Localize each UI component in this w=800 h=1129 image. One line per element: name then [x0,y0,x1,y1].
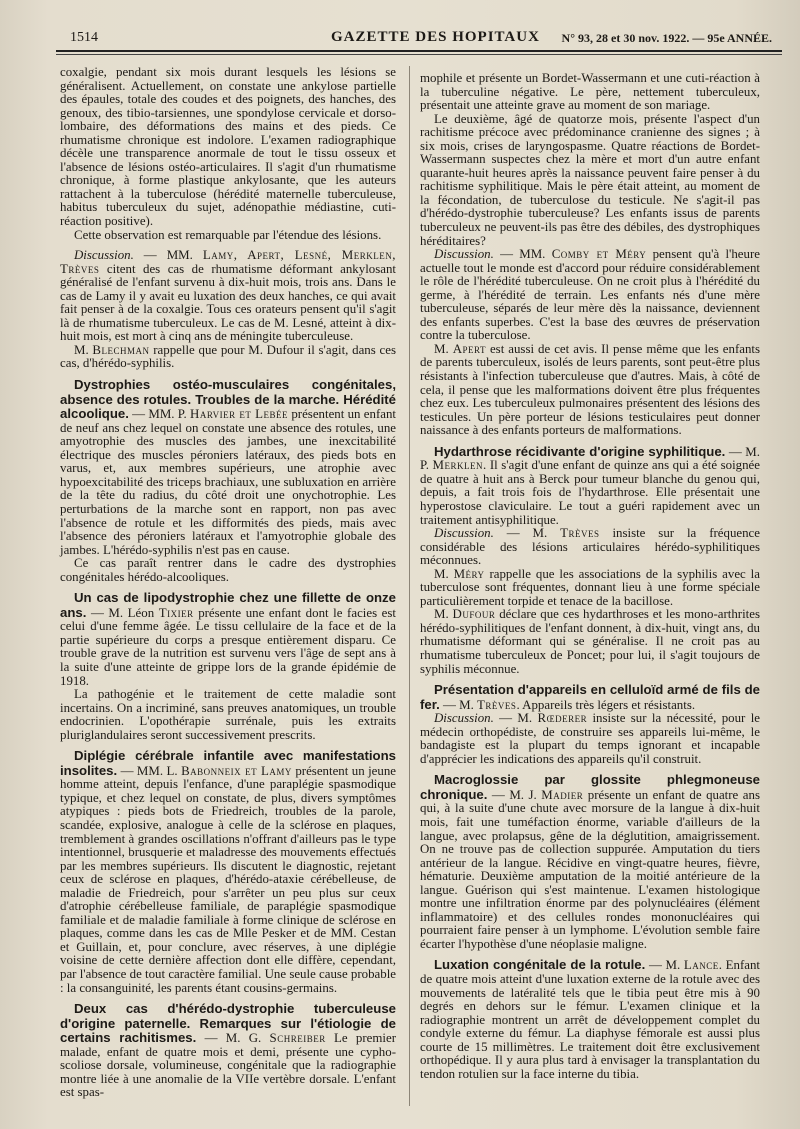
text-span: — M. [493,526,561,541]
article [60,378,396,557]
discussion-label: Discussion. [434,711,494,726]
text-span: — MM. [493,247,552,262]
author-name: Dufour [452,607,496,622]
text-span: — M. P. [420,444,760,473]
text-span: présentent un jeune homme atteint, depuis l'enfance, d'une paraplégie spasmodique typique, et chez lequel on constate, de plus, divers symptômes atypiques : pieds bots de Friedreich, troubles de la parole, scandée, explosive, analogue à celle de la sclérose en plaques, tremblement à grandes oscillations n'offrant d'ailleurs pas le type intentionnel, brusquerie et maladresse des mouvements effectués par les membres supérieurs. Ils discutent le diagnostic, rejetant ceux de sclérose en plaques, d'hérédo-ataxie cérébelleuse, de maladie de Friedreich, pour s'arrêter un peu plus sur ceux d'atrophie cérébelleuse familiale, de paraplégie spasmodique familiale et de maladie familiale à forme clinique de sclérose en plaques, comme dans les cas de Mlle Pesker et de MM. Cestan et Guillain, et, pour conclure, avec réserves, à une diplégie voisine de cette dernière affection dont elle diffère, cependant, par l'absence de tout caractère familial. Une seule cause probable : la consanguinité, les parents étant cousins-germains. [60,763,396,995]
discussion-paragraph [420,248,760,343]
text-span: . Appareils très légers et résistants. [516,697,696,712]
text-span: M. [74,342,93,357]
author-name: Rœderer [537,711,588,726]
article-title: Présentation d'appareils en celluloïd armé de fils de fer. [420,682,760,712]
text-span: est aussi de cet avis. Il pense même que les enfants de parents tuberculeux, isolés de leurs parents, sont peut-être plus résistants à l'infection tuberculeuse que d'autres. Mais, à côté de cela, il pense que les malformations doivent être plus fréquentes chez eux. Les tuberculeux pulmonaires présentent des lésions des testicules. Un père porteur de lésions testiculaires peut donner naissance à des enfants porteurs de malformations. [420,341,760,438]
paragraph [420,568,760,609]
discussion-paragraph [420,712,760,766]
paragraph [60,344,396,371]
discussion-paragraph [60,249,396,344]
author-name: Madier [541,787,584,802]
text-span: présente un enfant de quatre ans qui, à la suite d'une chute avec morsure de la langue à dix-huit mois, fait une tuméfaction énorme, variable d'ailleurs de la langue, avec prolapsus, gêne de la déglutition, amaigrissement. On ne trouve pas de collection suppurée. Amputation du tiers antérieur de la langue. Récidive en vingt-quatre heures, fièvre, hématurie. Deuxième amputation de la moitié antérieure de la langue. Guérison qui s'est maintenue. L'examen histologique montre une infiltration énorme par des polynucléaires (élément inflammatoire) et des cellules rondes mononucléaires qui pourraient faire penser à un lymphome. L'évolution semble faire écarter l'hypothèse d'une néoplasie maligne. [420,787,760,951]
author-name: Lance [683,958,719,973]
author-name: Tixier [158,605,194,620]
journal-title: GAZETTE DES HOPITAUX [331,29,540,45]
text-span: insiste sur la fréquence considérable des lésions articulaires hérédo-syphilitiques méconnues. [420,526,760,568]
discussion-paragraph [420,527,760,568]
article [420,958,760,1081]
header-rule-thin [56,54,782,55]
text-span: présentent un enfant de neuf ans chez lequel on constate une absence des rotules, une amyotrophie des muscles des jambes, une inexcitabilité électrique des muscles péroniers latéraux, des pieds bots en varus, et, aux membres supérieurs, une atrophie avec hypoexcitabilité des triceps brachiaux, une subluxation en arrière de la tête du radius, du côté droit une onychotrophie. Les perturbations de la marche sont en rapport, non pas avec l'absence de rotule et les difformités des pieds, mais avec l'absence des péroniers latéraux et l'amyotrophie globale des jambes. L'hérédo-syphilis n'est pas en cause. [60,407,396,557]
paragraph: mophile et présente un Bordet-Wassermann et une cuti-réaction à la tuberculine négative. Le père, nettement tuberculeux, présentait une atteinte grave au moment de son mariage. [420,71,760,113]
article-title: Deux cas d'hérédo-dystrophie tuberculeuse d'origine paternelle. Remarques sur l'étiologie de certains rachitismes. [60,1001,396,1046]
author-name: Méry [453,566,485,581]
text-span: M. [434,566,454,581]
author-names: Babonneix et Lamy [181,763,292,778]
header-rule [56,50,782,52]
text-span: — M. G. [196,1031,270,1046]
author-name: Blechman [92,342,150,357]
author-name: Trèves [477,697,517,712]
paragraph: Ce cas paraît rentrer dans le cadre des dystrophies congénitales hérédo-alcooliques. [60,556,396,584]
text-span: citent des cas de rhumatisme déformant ankylosant généralisé de l'enfant survenu à dix-huit mois, trois ans. Dans le cas de Lamy il y avait eu luxation des deux hanches, ce qui avait fait penser à de la coxalgie. Tous ces orateurs pensent qu'il s'agit là de rhumatisme tuberculeux. Le cas de M. Lesné, atteint à dix-huit mois, est mort à cinq ans de méningite tuberculeuse. [60,261,396,344]
text-span: M. [434,341,453,356]
text-span: . Enfant de quatre mois atteint d'une luxation externe de la rotule avec des mouvements de latéralité tels que le tibia peut être mis à 90 degrés en dehors sur le fémur. L'examen clinique et la radiographie montrent un arrêt de développement complet du condyle externe du fémur. La diaphyse fémorale est aussi plus courte de 15 millimètres. Le traitement doit être exclusivement orthopédique. Il y aura plus tard à envisager la transplantation du tendon rotulien sur la face interne du tibia. [420,958,760,1081]
text-span: insiste sur la nécessité, pour le médecin orthopédiste, de construire ses appareils lui-même, le bandagiste est la plupart du temps ignorant et incapable d'apprécier les indications des appareils qu'il construit. [420,711,760,766]
text-span: — M. [645,958,684,973]
text-span: rappelle que les associations de la syphilis avec la tuberculose sont fréquentes, donnant lieu à une forme spéciale particulièrement torpide et tenace de la bacillose. [420,566,760,608]
author-names: Harvier et Lebée [190,407,289,422]
paragraph: Le deuxième, âgé de quatorze mois, présente l'aspect d'un rachitisme précoce avec prédominance cranienne des signes ; à six mois, crises de laryngospasme. Quatre réactions de Bordet-Wassermann suspectes chez la mère et mort d'un autre enfant quarante-huit heures après la naissance peuvent faire penser à du rachitisme syphilitique. Mais le père était atteint, au moment de la fécondation, de tuberculose du testicule. Ne s'agit-il pas d'hérédo-dystrophie tuberculeuse? Les enfants issus de parents tuberculeux ne peuvent-ils pas être des débiles, des dystrophiques héréditaires? [420,111,760,248]
paragraph: La pathogénie et le traitement de cette maladie sont incertains. On a incriminé, sans preuves anatomiques, un trouble endocrinien. L'opothérapie surrénale, puis les extraits pluriglandulaires seront successivement prescrits. [60,687,396,742]
article [60,591,396,688]
article [60,749,396,995]
article-title: Dystrophies ostéo-musculaires congénitales, absence des rotules. Troubles de la marche. Hérédité alcoolique. [60,377,396,422]
text-span: — MM. [133,248,203,263]
author-names: Lamy, Apert, Lesné, Merklen, Trèves [60,248,396,276]
paragraph [420,608,760,676]
article [60,1002,396,1100]
article [420,445,760,527]
issue-info: N° 93, 28 et 30 nov. 1922. — 95e ANNÉE. [561,31,772,45]
right-column [420,72,760,1081]
left-column [60,66,396,1100]
text-span: déclare que ces hydarthroses et les mono-arthrites hérédo-syphilitiques de l'enfant donnent, à dix-huit, vingt ans, du rhumatisme déformant qui se généralise. Il ne croit pas au rhumatisme tuberculeux de Poncet; pour lui, il s'agit toujours de syphilis méconnue. [420,607,760,676]
paragraph: Cette observation est remarquable par l'étendue des lésions. [74,227,382,242]
text-span: — M. [439,697,478,712]
article-title: Luxation congénitale de la rotule. [434,957,646,973]
author-name: Apert [452,341,486,356]
text-span: — MM. L. [117,763,182,778]
discussion-label: Discussion. [434,526,494,541]
text-span: pensent qu'à l'heure actuelle tout le monde est d'accord pour réduire considérablement le rôle de l'hérédité tuberculeuse. On ne croit plus à l'hérédité du germe, à l'hérédité de terrain. Les enfants nés d'une mère tuberculeuse, séparés de leur mère dès la naissance, deviennent des enfants superbes. C'est la base des œuvres de préservation contre la tuberculose. [420,247,760,343]
author-name: Merklen [432,458,484,473]
text-span: M. [434,607,453,622]
column-divider [409,66,410,1106]
paragraph [420,343,760,438]
article [420,683,760,712]
article [420,773,760,951]
text-span: présente une enfant dont le facies est celui d'une femme âgée. Le tissu cellulaire de la face et de la partie supérieure du corps a presque entièrement disparu. Ce trouble grave de la nutrition est survenu vers l'âge de sept ans à la suite d'une atteinte de grippe lors de la grande épidémie de 1918. [60,605,396,688]
text-span: — MM. P. [128,407,191,422]
author-names: Comby et Méry [551,247,647,262]
page-header [56,28,772,50]
author-name: Schreiber [269,1031,326,1046]
article-title: Macroglossie par glossite phlegmoneuse chronique. [420,772,760,802]
discussion-label: Discussion. [434,247,494,262]
text-span: — M. J. [487,787,542,802]
article-title: Un cas de lipodystrophie chez une fillette de onze ans. [60,590,396,620]
text-span: Le premier malade, enfant de quatre mois et demi, présente une cypho-scoliose dorsale, volumineuse, congénitale que la radiographie montre liée à une anomalie de la VIIe vertèbre dorsale. L'enfant est spas- [60,1031,396,1100]
text-span: — M. [493,711,538,726]
text-span: — M. Léon [86,605,159,620]
text-span: rappelle que pour M. Dufour il s'agit, dans ces cas, d'hérédo-syphilis. [60,342,396,371]
article-title: Hydarthrose récidivante d'origine syphilitique. [434,443,726,459]
text-span: . Il s'agit d'une enfant de quinze ans qui a été soignée de quatre à huit ans à Berck pour tumeur blanche du genou qui, depuis, a fait trois fois de l'hydarthrose. Elle présentait une hyperostose claviculaire. Le tout a guéri rapidement avec un traitement antisyphilitique. [420,458,761,527]
article-title: Diplégie cérébrale infantile avec manifestations insolites. [60,748,396,778]
author-name: Trèves [560,526,600,541]
paragraph: coxalgie, pendant six mois durant lesquels les lésions se généralisent. Actuellement, on constate une ankylose partielle des épaules, totale des coudes et des poignets, des hanches, des genoux, des tibio-tarsiennes, une spondylose cervicale et dorso-lombaire, des déformations des mains et des pieds. Ce rhumatisme chronique est indolore. L'examen radiographique décèle une transparence anormale de tout le tissu osseux et l'absence de lésions ostéo-articulaires. Il s'agit d'un rhumatisme chronique, à forme plastique ankylosante, que les auteurs rattachent à la tuberculose (hérédité maternelle tuberculeuse, habitus tuberculeux du sujet, adénopathie médiastine, cuti-réaction positive). [60,65,396,229]
discussion-label: Discussion. [74,248,134,263]
page-number: 1514 [70,30,98,45]
